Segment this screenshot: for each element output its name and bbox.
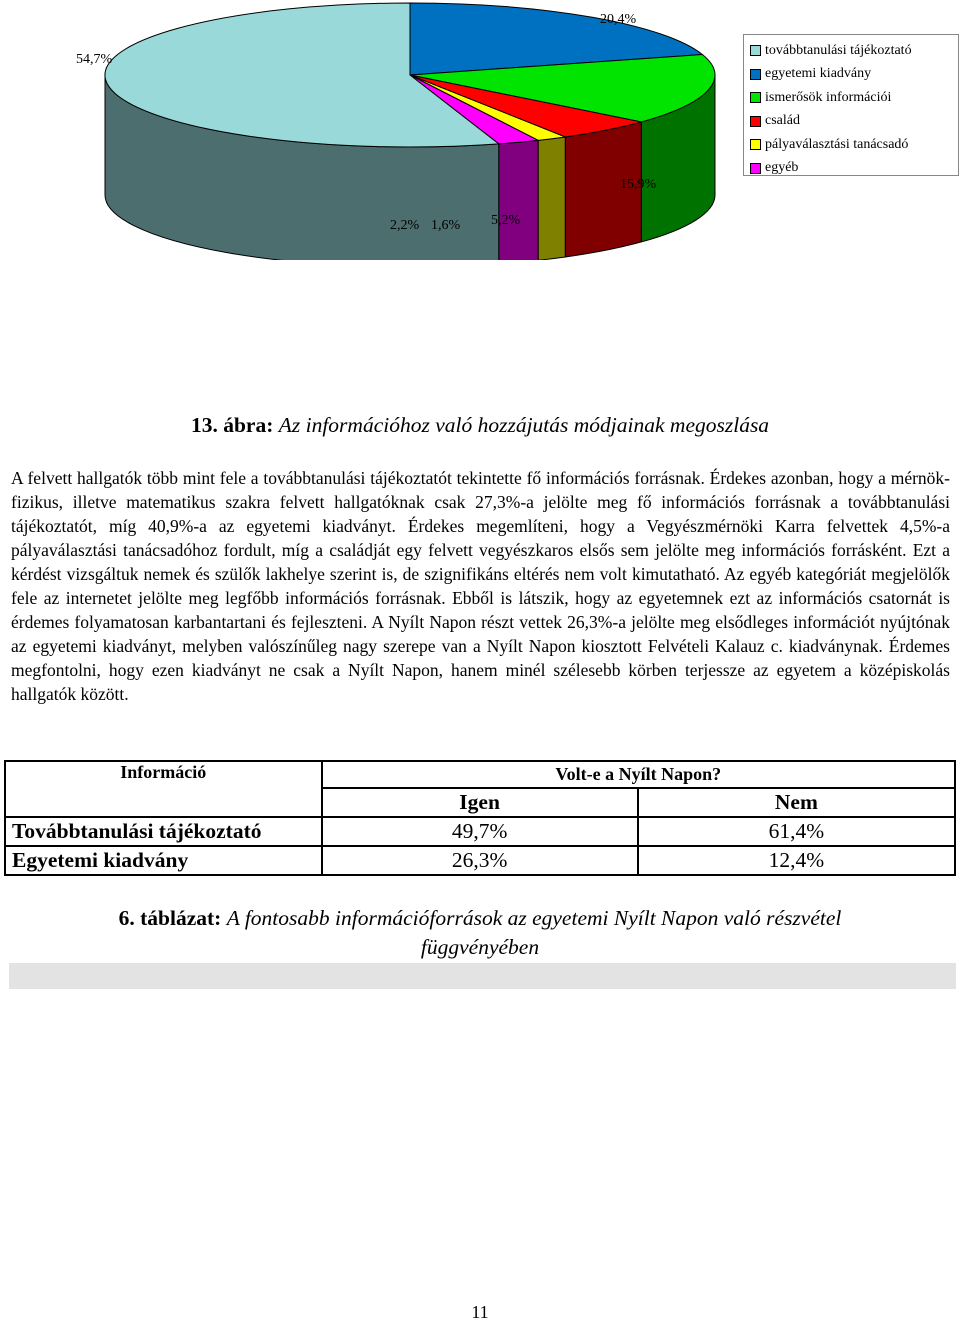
pie-label-egyetemi: 20,4% [600,12,637,27]
table-header-yes: Igen [322,788,638,817]
table-caption-label: 6. táblázat: [118,906,222,930]
table-header-no: Nem [638,788,955,817]
body-paragraph: A felvett hallgatók több mint fele a továbbtanulási tájékoztatót tekintette fő információs forrásnak. Érdekes azonban, hogy a mérnök-fizikus, illetve matematikus szakra felvett hallgatóknak csak 27,3%-a jelölte meg fő információs forrásnak a továbbtanulási tájékoztatót, míg 40,9%-a az egyetemi kiadványt. Érdekes megemlíteni, hogy a Vegyészmérnöki Karra felvettek 4,5%-a pályaválasztási tanácsadóhoz fordult, míg a családját egy felvett vegyészkaros elsős sem jelölte meg információs forrásként. Ezt a kérdést vizsgáltuk nemek és szülők lakhelye szerint is, de szignifikáns eltérés nem volt kimutatható. Az egyéb kategóriát megjelölők fele az internetet jelölte meg legfőbb információs forrásnak. Ebből is látszik, hogy az egyetemnek ezt az információs csatornát is érdemes folyamatosan karbantartani és fejleszteni. A Nyílt Napon részt vettek 26,3%-a jelölte meg elsődleges információt nyújtónak az egyetemi kiadványt, melyben valószínűleg nagy szerepe van a Nyílt Napon kiosztott Felvételi Kalauz c. kiadványnak. Érdemes megfontolni, hogy ezen kiadványt ne csak a Nyílt Napon, hanem minél szélesebb körben terjessze az egyetem a középiskolás hallgatók között. [11,468,950,704]
legend-swatch [750,163,761,174]
legend-swatch [750,139,761,150]
legend-label: továbbtanulási tájékoztató [765,42,912,58]
table-header-info: Információ [5,761,322,817]
legend-item [750,133,958,157]
grey-bar [9,963,956,989]
legend-item [750,86,958,110]
pie-label-palyavalasztasi: 1,6% [431,218,461,233]
legend-label: egyéb [765,160,799,176]
table-row-label: Egyetemi kiadvány [5,846,322,875]
legend-label: család [765,113,800,129]
pie-label-ismerosok: 15,9% [620,177,657,192]
figure-caption [0,413,960,438]
table-caption-title: A fontosabb információforrások az egyetemi Nyílt Napon való részvétel függvényében [226,906,842,959]
chart-legend [743,34,959,176]
legend-item [750,110,958,134]
legend-item [750,39,958,63]
legend-label: pályaválasztási tanácsadó [765,136,909,152]
figure-caption-label: 13. ábra: [190,413,274,437]
pie-label-tovabbtanulasi: 54,7% [76,52,113,67]
info-table [4,760,956,876]
legend-swatch [750,45,761,56]
pie-side-egyeb [499,140,538,260]
legend-swatch [750,116,761,127]
table-row [5,817,955,846]
pie-label-csalad: 5,2% [491,213,521,228]
legend-label: egyetemi kiadvány [765,66,872,82]
page-number: 11 [471,1302,489,1322]
legend-item [750,157,958,181]
table-caption [60,904,900,962]
table-row [5,846,955,875]
legend-label: ismerősök információi [765,89,892,105]
legend-swatch [750,92,761,103]
pie-side-palyavalasztasi [538,137,565,260]
legend-swatch [750,69,761,80]
pie-label-egyeb: 2,2% [390,218,420,233]
table-cell-no: 61,4% [638,817,955,846]
table-cell-yes: 49,7% [322,817,638,846]
table-header-group: Volt-e a Nyílt Napon? [322,761,956,788]
table-cell-no: 12,4% [638,846,955,875]
table-cell-yes: 26,3% [322,846,638,875]
figure-caption-title: Az információhoz való hozzájutás módjainak megoszlása [278,413,770,437]
legend-item [750,63,958,87]
table-row-label: Továbbtanulási tájékoztató [5,817,322,846]
